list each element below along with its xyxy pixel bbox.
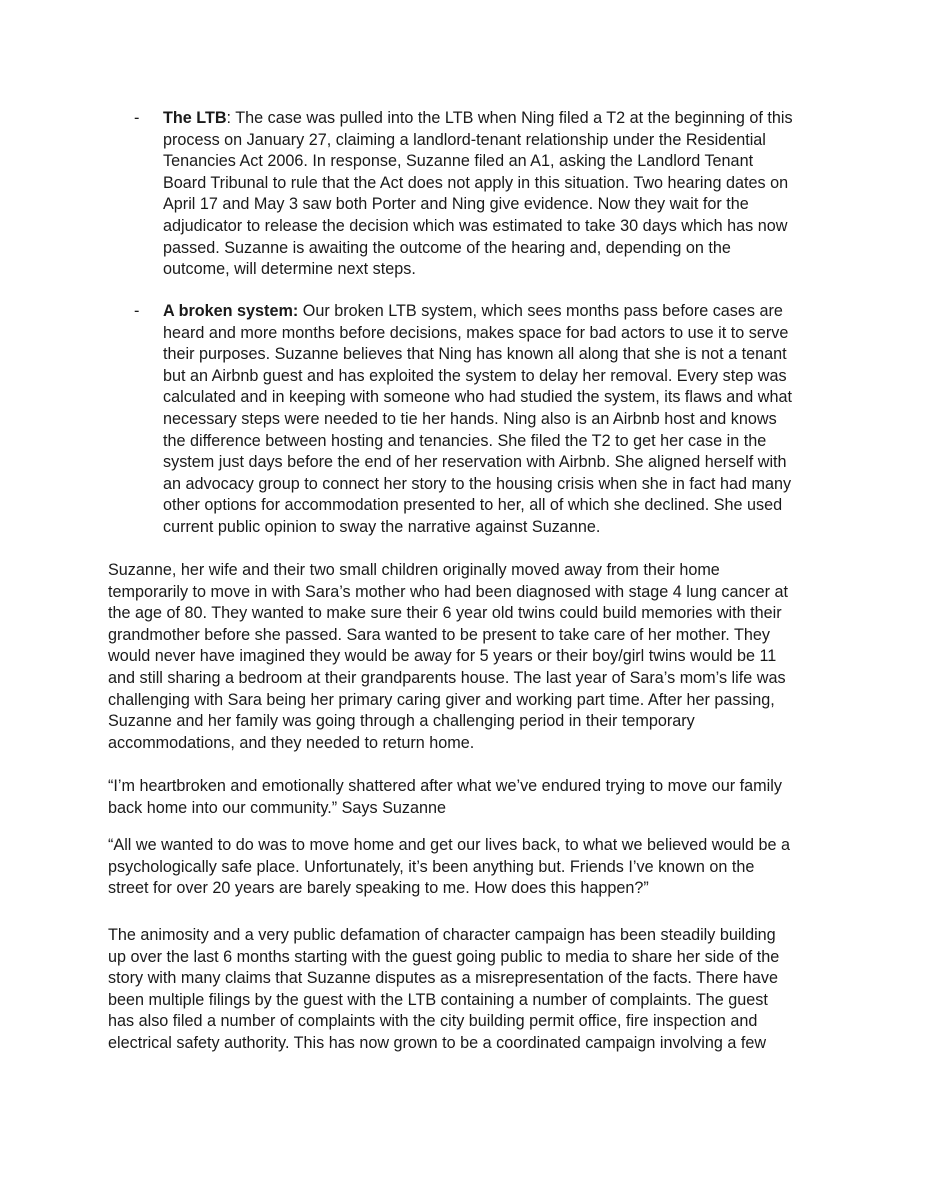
paragraph-line: story with many claims that Suzanne disputes as a misrepresentation of the facts. There have <box>108 969 779 988</box>
paragraph-line: “All we wanted to do was to move home and get our lives back, to what we believed would be a <box>108 836 791 854</box>
paragraph-line: up over the last 6 months starting with the guest going public to media to share her side of the <box>108 947 780 966</box>
paragraph-line: Suzanne, her wife and their two small children originally moved away from their home <box>108 561 720 579</box>
paragraph-line: been multiple filings by the guest with the LTB containing a number of complaints. The guest <box>108 990 768 1009</box>
paragraph-line: electrical safety authority. This has now grown to be a coordinated campaign involving a few <box>108 1033 767 1052</box>
bullet-body <box>163 108 828 281</box>
bullet-line: Tenancies Act 2006. In response, Suzanne filed an A1, asking the Landlord Tenant <box>163 152 754 171</box>
bullet-line: the difference between hosting and tenancies. She filed the T2 to get her case in the <box>163 431 767 450</box>
bullet-line: April 17 and May 3 saw both Porter and Ning give evidence. Now they wait for the <box>163 195 749 214</box>
bullet-line: Our broken LTB system, which sees months pass before cases are <box>298 302 783 320</box>
bullet-line: process on January 27, claiming a landlord-tenant relationship under the Residential <box>163 130 766 149</box>
paragraph-line: psychologically safe place. Unfortunately, it’s been anything but. Friends I’ve known on the <box>108 857 755 876</box>
bullet-ltb <box>108 108 828 284</box>
paragraph-line: The animosity and a very public defamation of character campaign has been steadily building <box>108 926 776 944</box>
bullet-line: but an Airbnb guest and has exploited the system to delay her removal. Every step was <box>163 366 787 385</box>
bullet-line: adjudicator to release the decision which was estimated to take 30 days which has now <box>163 216 788 235</box>
bullet-line: : The case was pulled into the LTB when Ning filed a T2 at the beginning of this <box>226 109 793 127</box>
bullet-line: outcome, will determine next steps. <box>163 260 416 279</box>
bullet-line: heard and more months before decisions, makes space for bad actors to use it to serve <box>163 323 789 342</box>
bullet-line-first <box>163 108 828 130</box>
paragraph-animosity <box>108 925 828 1055</box>
paragraph-line: Suzanne and her family was going through a challenging period in their temporary <box>108 712 695 731</box>
bullet-line: current public opinion to sway the narrative against Suzanne. <box>163 517 601 536</box>
paragraph-line: “I’m heartbroken and emotionally shattered after what we’ve endured trying to move our family <box>108 777 782 795</box>
bullet-line: passed. Suzanne is awaiting the outcome of the hearing and, depending on the <box>163 238 731 257</box>
bullet-lead: The LTB <box>163 109 227 127</box>
paragraph-line: street for over 20 years are barely speaking to me. How does this happen?” <box>108 879 649 898</box>
bullet-line: their purposes. Suzanne believes that Ning has known all along that she is not a tenant <box>163 345 787 364</box>
bullet-broken-system <box>108 301 828 541</box>
paragraph-line: accommodations, and they needed to return home. <box>108 733 475 752</box>
bullet-line: necessary steps were needed to tie her hands. Ning also is an Airbnb host and knows <box>163 409 777 428</box>
bullet-dash: - <box>134 302 140 320</box>
paragraph-line: temporarily to move in with Sara’s mother who had been diagnosed with stage 4 lung cancer at <box>108 582 788 601</box>
paragraph-family-background <box>108 560 828 754</box>
paragraph-line: the age of 80. They wanted to make sure their 6 year old twins could build memories with their <box>108 604 782 623</box>
paragraph-line: back home into our community.” Says Suzanne <box>108 798 447 817</box>
bullet-line: other options for accommodation presented to her, all of which she declined. She used <box>163 496 783 515</box>
bullet-line: an advocacy group to connect her story to the housing crisis when she in fact had many <box>163 474 792 493</box>
paragraph-quote-move-home <box>108 835 828 900</box>
bullet-body <box>163 301 828 539</box>
bullet-line-first <box>163 301 828 323</box>
bullet-line: calculated and in keeping with someone who had studied the system, its flaws and what <box>163 388 792 407</box>
bullet-lead: A broken system: <box>163 302 299 320</box>
paragraph-line: challenging with Sara being her primary caring giver and working part time. After her passing, <box>108 690 775 709</box>
paragraph-line: and still sharing a bedroom at their grandparents house. The last year of Sara’s mom’s life was <box>108 668 786 687</box>
paragraph-line: grandmother before she passed. Sara wanted to be present to take care of her mother. They <box>108 625 770 644</box>
bullet-dash: - <box>134 109 140 127</box>
paragraph-line: would never have imagined they would be away for 5 years or their boy/girl twins would be 11 <box>108 647 777 666</box>
bullet-line: Board Tribunal to rule that the Act does not apply in this situation. Two hearing dates on <box>163 173 789 192</box>
bullet-line: system just days before the end of her reservation with Airbnb. She aligned herself with <box>163 453 787 472</box>
paragraph-line: has also filed a number of complaints with the city building permit office, fire inspection and <box>108 1012 758 1031</box>
paragraph-quote-heartbroken <box>108 776 828 819</box>
